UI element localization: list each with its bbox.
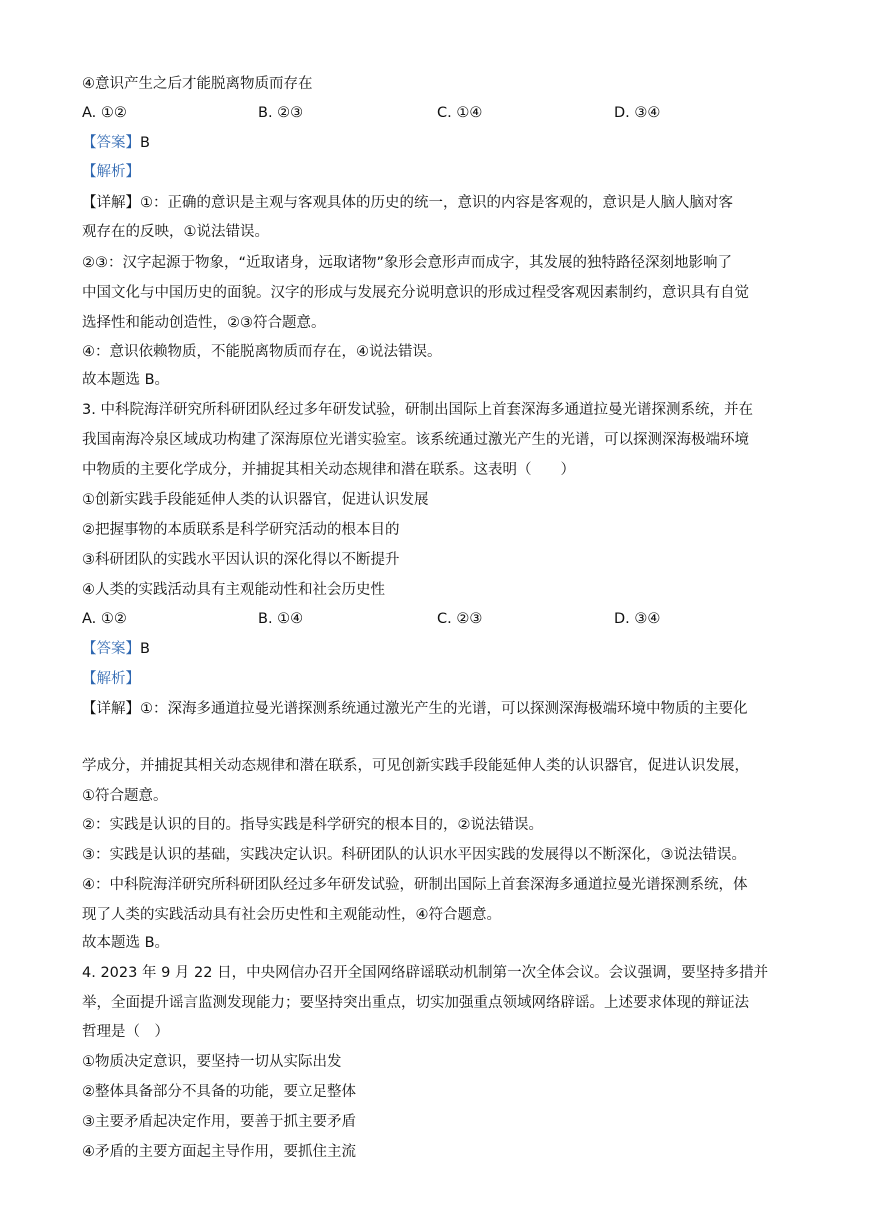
q4-statement-3: ③主要矛盾起决定作用，要善于抓主要矛盾 [82, 1114, 356, 1130]
q3-explanation-2: ②：实践是认识的目的。指导实践是科学研究的根本目的，②说法错误。 [82, 817, 543, 833]
q2-option-c: C. ①④ [437, 105, 483, 121]
q3-explanation-4a: ④：中科院海洋研究所科研团队经过多年研发试验，研制出国际上首套深海多通道拉曼光谱探测系统，体 [82, 877, 748, 893]
q3-option-d: D. ③④ [614, 611, 661, 627]
answer-value: B [140, 641, 150, 657]
explanation-text: ①：深海多通道拉曼光谱探测系统通过激光产生的光谱，可以探测深海极端环境中物质的主要化 [140, 701, 748, 717]
q4-question-line-1: 4. 2023 年 9 月 22 日，中央网信办召开全国网络辟谣联动机制第一次全体会议。会议强调，要坚持多措并 [82, 965, 769, 981]
q2-explanation-2a: ②③：汉字起源于物象，“近取诸身，远取诸物”象形会意形声而成字，其发展的独特路径深刻地影响了 [82, 255, 733, 271]
answer-tag: 【答案】 [82, 641, 140, 657]
q3-statement-2: ②把握事物的本质联系是科学研究活动的根本目的 [82, 522, 400, 538]
explanation-text: ①：正确的意识是主观与客观具体的历史的统一，意识的内容是客观的，意识是人脑人脑对客 [140, 195, 733, 211]
q4-statement-2: ②整体具备部分不具备的功能，要立足整体 [82, 1084, 356, 1100]
q3-question-line-1: 3. 中科院海洋研究所科研团队经过多年研发试验，研制出国际上首套深海多通道拉曼光谱探测系统，并在 [82, 402, 753, 418]
q2-explanation-2c: 选择性和能动创造性，②③符合题意。 [82, 315, 326, 331]
q3-option-b: B. ①④ [258, 611, 304, 627]
q2-explanation-3: ④：意识依赖物质，不能脱离物质而存在，④说法错误。 [82, 344, 442, 360]
q3-explanation-1a [82, 699, 748, 719]
q3-explanation-4b: 现了人类的实践活动具有社会历史性和主观能动性，④符合题意。 [82, 907, 501, 923]
answer-value: B [140, 135, 150, 151]
q2-answer [82, 133, 150, 153]
q3-question-line-2: 我国南海冷泉区域成功构建了深海原位光谱实验室。该系统通过激光产生的光谱，可以探测深海极端环境 [82, 432, 749, 448]
detail-tag: 【详解】 [82, 195, 140, 211]
q4-statement-4: ④矛盾的主要方面起主导作用，要抓住主流 [82, 1144, 356, 1160]
q4-question-line-2: 举，全面提升谣言监测发现能力；要坚持突出重点，切实加强重点领域网络辟谣。上述要求体现的辩证法 [82, 995, 749, 1011]
q3-option-a: A. ①② [82, 611, 127, 627]
q2-analysis-tag: 【解析】 [82, 164, 140, 180]
q3-explanation-1c: ①符合题意。 [82, 788, 168, 804]
answer-tag: 【答案】 [82, 135, 140, 151]
q2-conclusion: 故本题选 B。 [82, 372, 170, 388]
q3-statement-4: ④人类的实践活动具有主观能动性和社会历史性 [82, 582, 385, 598]
q2-option-b: B. ②③ [258, 105, 304, 121]
q2-statement-4: ④意识产生之后才能脱离物质而存在 [82, 76, 313, 92]
q4-question-line-3: 哲理是（ ） [82, 1024, 169, 1040]
q3-conclusion: 故本题选 B。 [82, 935, 170, 951]
detail-tag: 【详解】 [82, 701, 140, 717]
q2-option-d: D. ③④ [614, 105, 661, 121]
q2-explanation-1a [82, 193, 733, 213]
q4-statement-1: ①物质决定意识，要坚持一切从实际出发 [82, 1054, 342, 1070]
q2-option-a: A. ①② [82, 105, 127, 121]
q2-explanation-1b: 观存在的反映，①说法错误。 [82, 224, 269, 240]
q3-answer [82, 639, 150, 659]
q3-explanation-1b: 学成分，并捕捉其相关动态规律和潜在联系，可见创新实践手段能延伸人类的认识器官，促进认识发展， [82, 758, 749, 774]
q3-statement-3: ③科研团队的实践水平因认识的深化得以不断提升 [82, 552, 400, 568]
q3-analysis-tag: 【解析】 [82, 671, 140, 687]
q3-explanation-3: ③：实践是认识的基础，实践决定认识。科研团队的认识水平因实践的发展得以不断深化，③说法错误。 [82, 847, 746, 863]
q3-question-line-3: 中物质的主要化学成分，并捕捉其相关动态规律和潜在联系。这表明（ ） [82, 462, 575, 478]
q2-explanation-2b: 中国文化与中国历史的面貌。汉字的形成与发展充分说明意识的形成过程受客观因素制约，意识具有自觉 [82, 285, 749, 301]
q3-option-c: C. ②③ [437, 611, 483, 627]
q3-statement-1: ①创新实践手段能延伸人类的认识器官，促进认识发展 [82, 492, 429, 508]
